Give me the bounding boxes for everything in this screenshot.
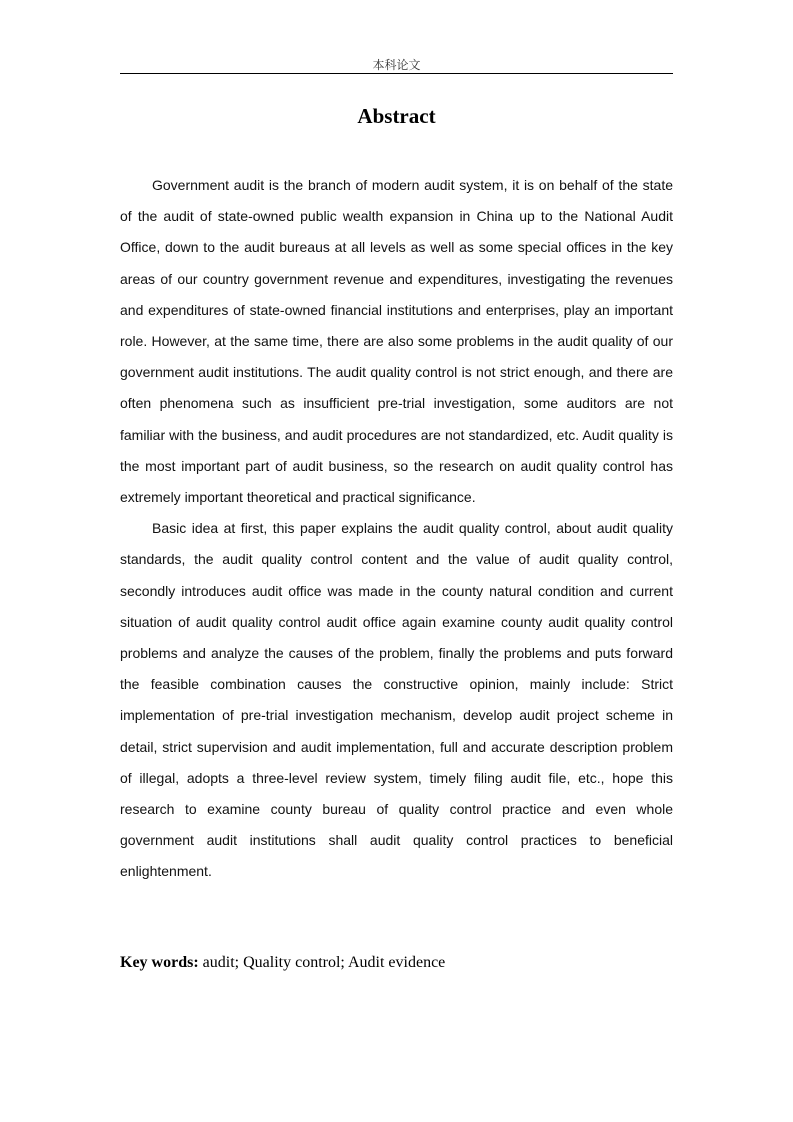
keywords-label: Key words: bbox=[120, 954, 199, 971]
keywords-value: audit; Quality control; Audit evidence bbox=[198, 954, 446, 971]
header-divider bbox=[120, 73, 673, 74]
keywords-line bbox=[120, 954, 673, 972]
running-header: 本科论文 bbox=[372, 58, 421, 72]
abstract-paragraph: Government audit is the branch of modern audit system, it is on behalf of the state of the audit of state-owned public wealth expansion in China up to the National Audit Office, down to the audit bureaus at all levels as well as some special offices in the key areas of our country government revenue and expenditures, investigating the revenues and expenditures of state-owned financial institutions and enterprises, play an important role. However, at the same time, there are also some problems in the audit quality of our government audit institutions. The audit quality control is not strict enough, and there are often phenomena such as insufficient pre-trial investigation, some auditors are not familiar with the business, and audit procedures are not standardized, etc. Audit quality is the most important part of audit business, so the research on audit quality control has extremely important theoretical and practical significance. bbox=[120, 177, 673, 506]
page-title: Abstract bbox=[357, 104, 436, 128]
abstract-paragraph: Basic idea at first, this paper explains the audit quality control, about audit quality standards, the audit quality control content and the value of audit quality control, secondly introduces audit office was made in the county natural condition and current situation of audit quality control audit office again examine county audit quality control problems and analyze the causes of the problem, finally the problems and puts forward the feasible combination causes the constructive opinion, mainly include: Strict implementation of pre-trial investigation mechanism, develop audit project scheme in detail, strict supervision and audit implementation, full and accurate description problem of illegal, adopts a three-level review system, timely filing audit file, etc., hope this research to examine county bureau of quality control practice and even whole government audit institutions shall audit quality control practices to beneficial enlightenment. bbox=[120, 520, 673, 880]
abstract-body bbox=[120, 170, 673, 888]
